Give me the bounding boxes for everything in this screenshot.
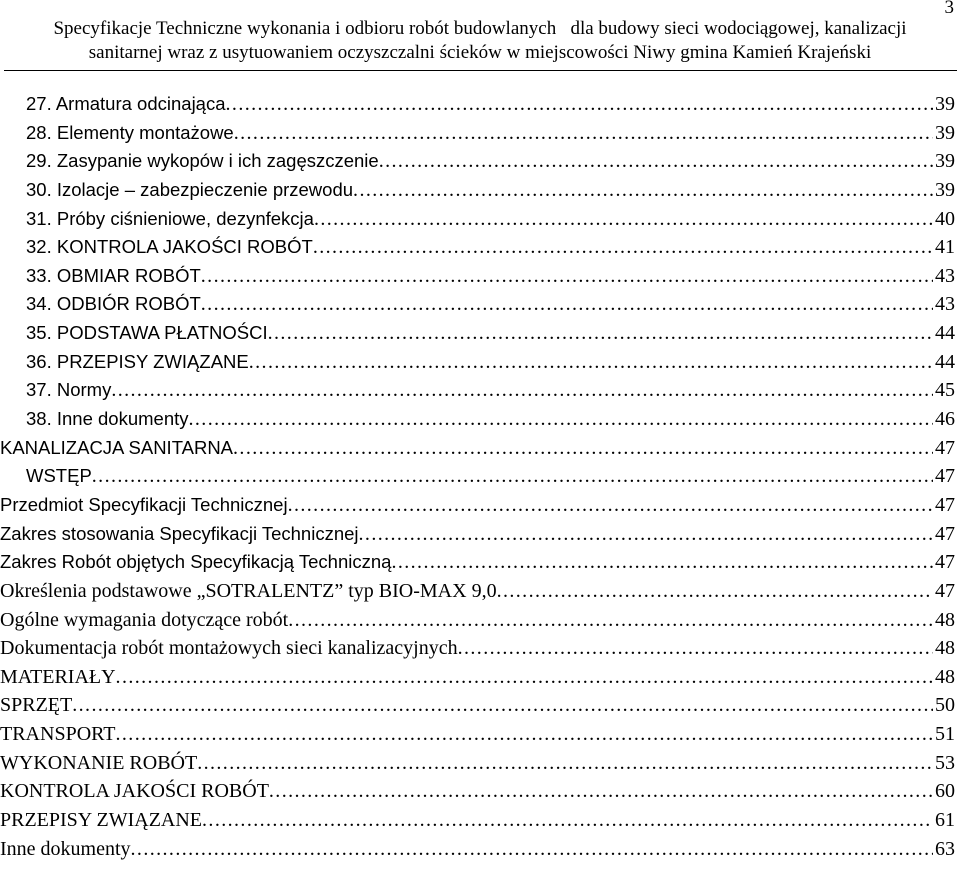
toc-entry-page: 47 (935, 522, 955, 545)
toc-entry-title: 27. Armatura odcinająca (26, 93, 226, 114)
toc-dot-leader (268, 319, 933, 348)
header-line-2: sanitarnej wraz z usytuowaniem oczyszczalni ścieków w miejscowości Niwy gmina Kamień Krajeński (88, 42, 872, 63)
toc-entry[interactable] (0, 548, 955, 577)
toc-entry-page: 53 (935, 751, 955, 774)
toc-entry-page: 39 (935, 121, 955, 144)
toc-dot-leader (189, 405, 934, 434)
toc-dot-leader (288, 491, 933, 520)
toc-dot-leader (131, 835, 933, 864)
toc-dot-leader (313, 233, 933, 262)
toc-entry-title: Dokumentacja robót montażowych sieci kanalizacyjnych (0, 637, 458, 660)
toc-entry-page: 47 (935, 465, 955, 488)
toc-dot-leader (269, 777, 933, 806)
toc-entry-page: 44 (935, 350, 955, 373)
toc-entry-title: Inne dokumenty (0, 837, 131, 860)
toc-entry[interactable] (0, 777, 955, 806)
toc-entry-page: 39 (935, 93, 955, 115)
toc-entry[interactable] (0, 720, 955, 749)
toc-entry[interactable] (0, 606, 955, 635)
toc-entry-title: 32. KONTROLA JAKOŚCI ROBÓT (26, 236, 313, 258)
toc-entry-page: 61 (935, 809, 955, 832)
toc-entry[interactable] (0, 119, 955, 148)
toc-entry[interactable] (0, 491, 955, 520)
toc-dot-leader (234, 119, 933, 148)
toc-dot-leader (202, 806, 933, 835)
toc-entry-title: WYKONANIE ROBÓT (0, 751, 198, 774)
toc-entry-title: TRANSPORT (0, 723, 116, 746)
toc-entry-title: 37. Normy (26, 379, 112, 401)
toc-entry-title: 31. Próby ciśnieniowe, dezynfekcja (26, 207, 314, 229)
toc-entry-title: Określenia podstawowe „SOTRALENTZ” typ BIO-MAX 9,0 (0, 579, 497, 602)
toc-dot-leader (201, 290, 933, 319)
toc-entry[interactable] (0, 233, 955, 262)
toc-entry-page: 41 (935, 236, 955, 259)
toc-entry[interactable] (0, 405, 955, 434)
toc-entry[interactable] (0, 290, 955, 319)
toc-entry-title: Zakres Robót objętych Specyfikacją Techniczną (0, 551, 392, 573)
toc-entry-title: 34. ODBIÓR ROBÓT (26, 293, 201, 315)
toc-entry[interactable] (0, 348, 955, 377)
header-divider (4, 70, 957, 71)
page-number: 3 (944, 0, 954, 18)
toc-dot-leader (497, 577, 933, 606)
toc-dot-leader (116, 720, 934, 749)
toc-entry[interactable] (0, 520, 955, 549)
toc-dot-leader (111, 376, 933, 405)
toc-entry-title: PRZEPISY ZWIĄZANE (0, 809, 203, 832)
toc-entry-title: Przedmiot Specyfikacji Technicznej (0, 493, 288, 515)
toc-entry-title: SPRZĘT (0, 694, 73, 717)
toc-dot-leader (391, 548, 933, 577)
toc-entry-page: 50 (935, 694, 955, 717)
toc-entry[interactable] (0, 376, 955, 405)
toc-entry-title: 36. PRZEPISY ZWIĄZANE (26, 350, 249, 372)
toc-entry[interactable] (0, 147, 955, 176)
toc-entry-page: 48 (935, 665, 955, 688)
toc-dot-leader (116, 663, 933, 692)
toc-entry-title: MATERIAŁY (0, 665, 116, 688)
toc-entry-page: 63 (935, 837, 955, 860)
document-header (0, 17, 960, 65)
toc-entry-page: 51 (935, 723, 955, 746)
toc-entry[interactable] (0, 462, 955, 491)
toc-entry[interactable] (0, 577, 955, 606)
toc-entry-title: 28. Elementy montażowe (26, 121, 234, 143)
toc-entry-page: 44 (935, 322, 955, 345)
toc-entry-title: 30. Izolacje – zabezpieczenie przewodu (26, 178, 354, 200)
toc-entry-title: Ogólne wymagania dotyczące robót (0, 608, 289, 631)
toc-entry-page: 47 (935, 436, 955, 459)
toc-dot-leader (353, 176, 933, 205)
toc-entry-page: 48 (935, 608, 955, 631)
toc-entry[interactable] (0, 634, 955, 663)
toc-dot-leader (92, 462, 933, 491)
toc-entry-page: 40 (935, 207, 955, 230)
toc-entry-page: 43 (935, 293, 955, 316)
toc-dot-leader (458, 634, 933, 663)
toc-entry[interactable] (0, 205, 955, 234)
toc-entry[interactable] (0, 691, 955, 720)
toc-entry[interactable] (0, 176, 955, 205)
toc-entry[interactable] (0, 806, 955, 835)
toc-entry-page: 46 (935, 408, 955, 431)
toc-entry-title: Zakres stosowania Specyfikacji Technicznej (0, 522, 359, 544)
toc-dot-leader (226, 90, 933, 119)
header-line-1: Specyfikacje Techniczne wykonania i odbioru robót budowlanych dla budowy sieci wodociągowej, kanalizacji (53, 18, 907, 39)
toc-entry-page: 45 (935, 379, 955, 402)
toc-entry-page: 47 (935, 579, 955, 602)
toc-entry-page: 39 (935, 150, 955, 173)
toc-entry-page: 47 (935, 493, 955, 516)
toc-dot-leader (72, 691, 933, 720)
toc-entry-title: KANALIZACJA SANITARNA (0, 436, 234, 458)
toc-dot-leader (197, 749, 933, 778)
toc-entry-title: 29. Zasypanie wykopów i ich zagęszczenie (26, 150, 379, 172)
toc-dot-leader (288, 606, 933, 635)
toc-entry[interactable] (0, 90, 955, 119)
table-of-contents (0, 90, 955, 863)
toc-dot-leader (249, 348, 933, 377)
toc-entry-title: KONTROLA JAKOŚCI ROBÓT (0, 780, 269, 803)
toc-entry-title: 38. Inne dokumenty (26, 408, 189, 430)
toc-entry[interactable] (0, 319, 955, 348)
toc-entry-page: 60 (935, 780, 955, 803)
toc-entry-page: 39 (935, 178, 955, 201)
toc-entry[interactable] (0, 835, 955, 864)
toc-entry-title: 35. PODSTAWA PŁATNOŚCI (26, 322, 268, 344)
toc-entry[interactable] (0, 749, 955, 778)
toc-dot-leader (379, 147, 933, 176)
toc-entry[interactable] (0, 663, 955, 692)
toc-entry-page: 48 (935, 637, 955, 660)
toc-entry-page: 43 (935, 264, 955, 287)
toc-dot-leader (201, 262, 933, 291)
toc-entry-title: 33. OBMIAR ROBÓT (26, 264, 201, 286)
toc-entry-title: WSTĘP (26, 465, 92, 487)
toc-entry[interactable] (0, 434, 955, 463)
toc-dot-leader (233, 434, 933, 463)
toc-entry-page: 47 (935, 551, 955, 574)
toc-entry[interactable] (0, 262, 955, 291)
toc-dot-leader (359, 520, 933, 549)
toc-dot-leader (314, 205, 933, 234)
